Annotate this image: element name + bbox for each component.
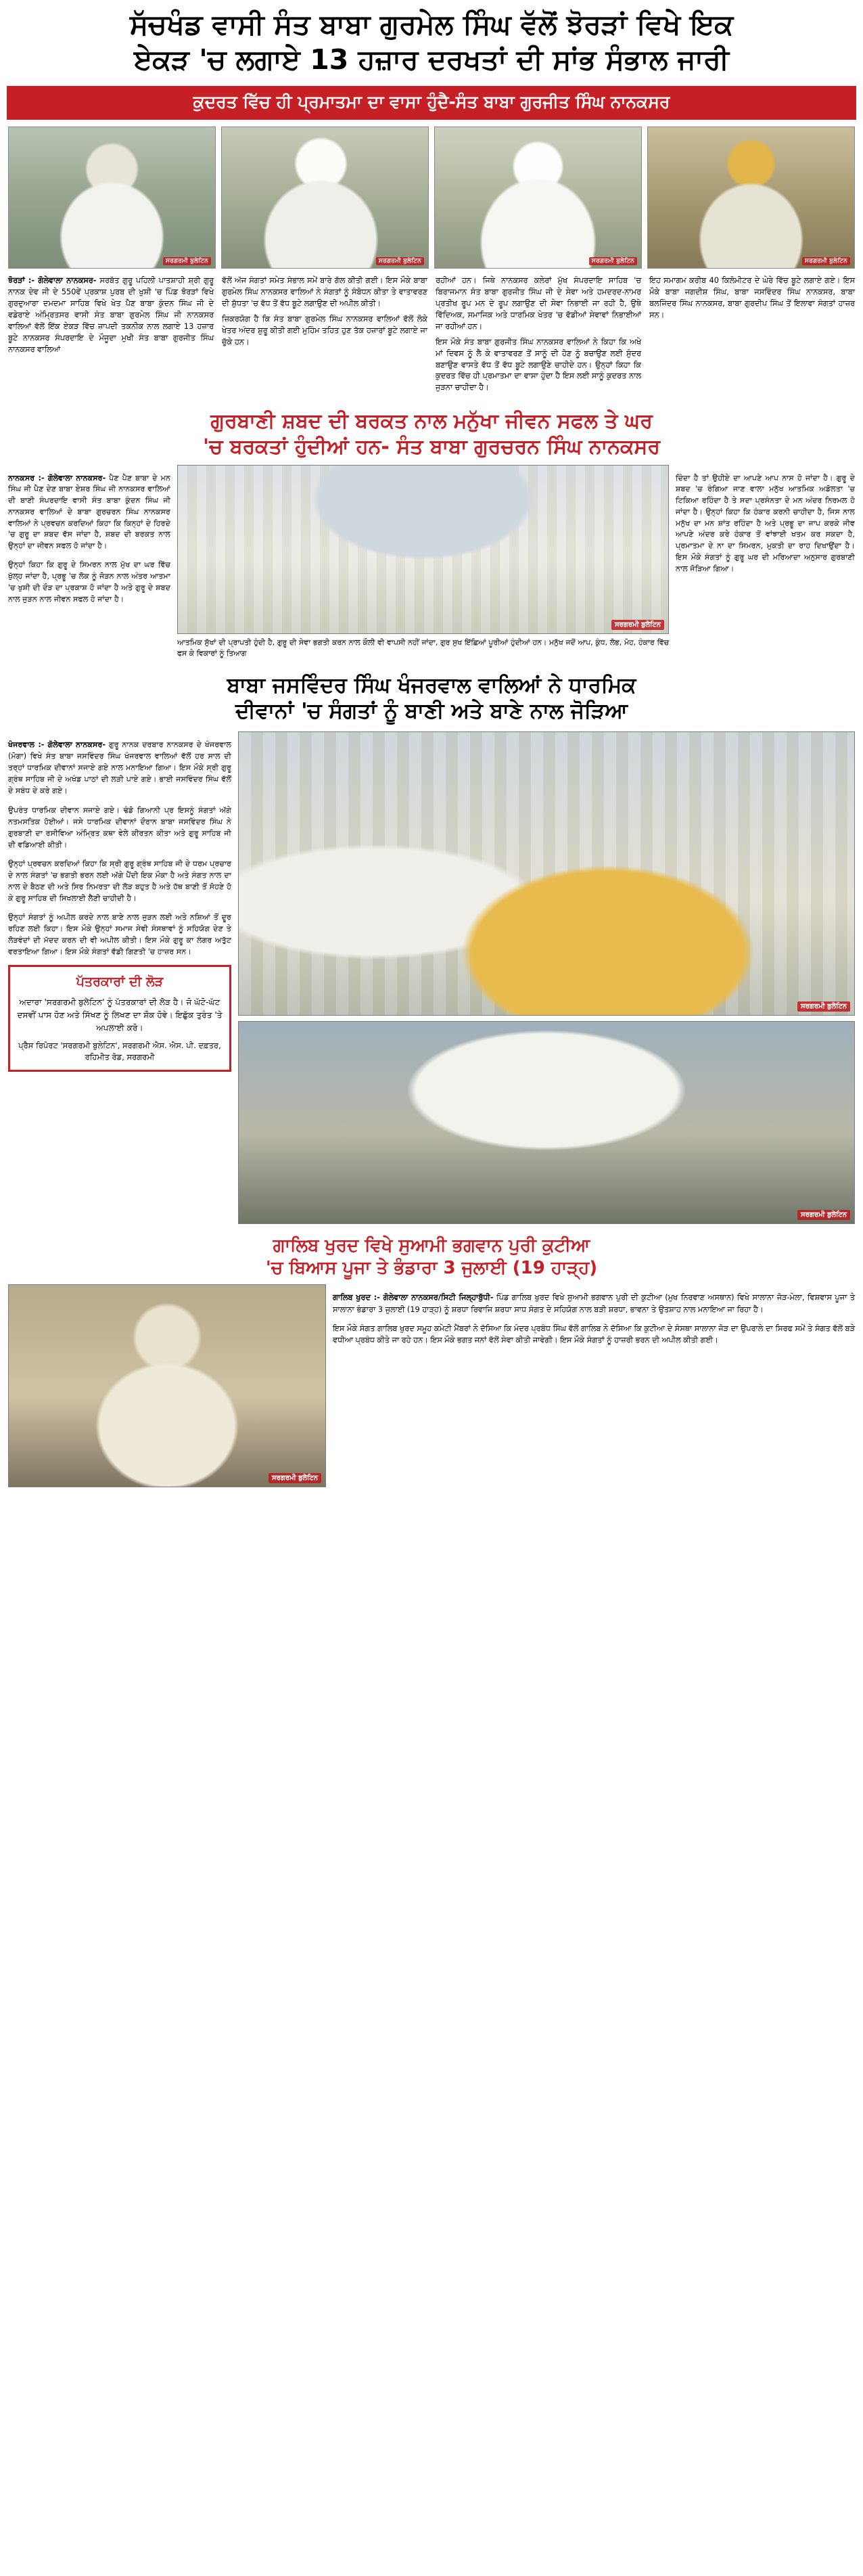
section3-text-column [8,731,231,1072]
watermark-stamp: ਸਰਗਰਮੀ ਬੁਲੇਟਿਨ [611,620,664,630]
photo-sangat-diwan [177,465,669,634]
section2-figure-wrap [177,465,669,658]
section3-figures [238,731,855,1224]
watermark-stamp: ਸਰਗਰਮੀ ਬੁਲੇਟਿਨ [163,257,211,265]
story-para: ਵੱਲੋਂ ਅੱਜ ਸੰਗਤਾਂ ਸਮੇਤ ਸੰਭਾਲ ਸਮੇਂ ਬਾਰੇ ਗੱਲ ਕੀਤੀ ਗਈ। ਇਸ ਮੌਕੇ ਬਾਬਾ ਗੁਰਮੇਲ ਸਿੰਘ ਨਾਨਕਸਰ ਵਾਲਿਆਂ ਨੇ ਸੰਗਤਾਂ ਨੂੰ ਸੰਬੋਧਨ ਕੀਤਾ ਤੇ ਵਾਤਾਵਰਣ ਦੀ ਸ਼ੁੱਧਤਾ 'ਚ ਵੱਧ ਤੋਂ ਵੱਧ ਬੂਟੇ ਲਗਾਉਣ ਦੀ ਅਪੀਲ ਕੀਤੀ। [222,275,427,308]
watermark-stamp: ਸਰਗਰਮੀ ਬੁਲੇਟਿਨ [269,1473,321,1483]
notice-body: ਅਦਾਰਾ 'ਸਰਗਰਮੀ ਬੁਲੇਟਿਨ' ਨੂੰ ਪੱਤਰਕਾਰਾਂ ਦੀ ਲੋੜ ਹੈ। ਜੋ ਘੱਟੋ-ਘੱਟ ਦਸਵੀਂ ਪਾਸ ਹੋਣ ਅਤੇ ਸਿੱਖਣ ਨੂੰ ਲਿਖਣ ਦਾ ਸ਼ੌਕ ਹੋਵੇ। ਇਛੁੱਕ ਤੁਰੰਤ 'ਤੇ ਅਪਲਾਈ ਕਰੋ। [17,997,223,1033]
section2-right-column [676,465,855,583]
lead-story-body [0,269,863,401]
story-para: ਦਿੰਦਾ ਹੈ ਤਾਂ ਉਹੀਏ ਦਾ ਆਪਣੇ ਆਪ ਨਾਸ ਹੋ ਜਾਂਦਾ ਹੈ। ਗੁਰੂ ਦੇ ਸ਼ਬਦ 'ਚ ਰੰਗਿਆ ਜਾਣ ਵਾਲਾ ਮਨੁੱਖ ਆਤਮਿਕ ਅਡੋਲਤਾ 'ਚ ਟਿਕਿਆ ਰਹਿੰਦਾ ਹੈ ਤੇ ਸਦਾ ਪ੍ਰਸੰਨਤਾ ਦੇ ਮਨ ਅੰਦਰ ਨਿਰਮਲ ਹੋ ਜਾਂਦਾ ਹੈ। ਉਨ੍ਹਾਂ ਕਿਹਾ ਕਿ ਹੰਕਾਰ ਕਰਨੀ ਚਾਹੀਦਾ ਹੈ, ਜਿਸ ਨਾਲ ਮਨੁੱਖ ਦਾ ਮਨ ਸ਼ਾਂਤ ਰਹਿੰਦਾ ਹੈ ਅਤੇ ਪ੍ਰਭੂ ਦਾ ਜਾਪ ਕਰਕੇ ਜੀਵ ਆਪਣੇ ਅੰਦਰ ਕਰੇ ਹੰਕਾਰ ਤੋਂ ਵਾਂਝਾਈ ਖਤਮ ਕਰ ਸਕਦਾ ਹੈ, ਪ੍ਰਮਾਤਮਾ ਦੇ ਨਾ ਦਾ ਸਿਮਰਨ, ਮੁਕਤੀ ਦਾ ਰਾਹ ਦਿਖਾਉਂਦਾ ਹੈ। ਇਸ ਮੌਕੇ ਸੰਗਤਾਂ ਨੂੰ ਗੁਰੂ ਘਰ ਦੀ ਮਰਿਆਦਾ ਅਨੁਸਾਰ ਗੁਰਬਾਣੀ ਨਾਲ ਜੋੜਿਆ ਗਿਆ। [676,473,855,573]
story-column-3 [436,275,641,398]
journalists-wanted-notice [8,965,231,1072]
bottom-headline-line-2: 'ਚ ਬਿਆਸ ਪੂਜਾ ਤੇ ਭੰਡਾਰਾ 3 ਜੁਲਾਈ (19 ਹਾੜ੍ਹ) [265,1257,598,1278]
bottom-headline-line-1: ਗਾਲਿਬ ਖੁਰਦ ਵਿਖੇ ਸੁਆਮੀ ਭਗਵਾਨ ਪੁਰੀ ਕੁਟੀਆ [273,1236,590,1257]
photo-kutiya [8,1284,326,1487]
photo-religious-diwan [238,731,855,1016]
story-para: ਪੈਣ ਪੈਣ ਬਾਬਾ ਦੇ ਮਨ ਸਿੰਘ ਜੀ ਪੈਣ ਦੇਣ ਬਾਬਾ ਏਸ਼ਰ ਸਿੰਘ ਜੀ ਨਾਨਕਸਰ ਵਾਲਿਆਂ ਦੀ ਬਾਣੀ ਸੰਪਰਦਾਇ ਵਾਸੀ ਸੰਤ ਬਾਬਾ ਕੁੰਦਨ ਸਿੰਘ ਜੀ ਨਾਨਕਸਰ ਵਾਲਿਆਂ ਦੇ ਬਾਬਾ ਗੁਰਚਰਨ ਸਿੰਘ ਨਾਨਕਸਰ ਵਾਲਿਆਂ ਨੇ ਪ੍ਰਵਚਨ ਕਰਦਿਆਂ ਕਿਹਾ ਕਿ ਕਿਨ੍ਹਾਂ ਦੇ ਹਿਰਦੇ 'ਚ ਗੁਰੂ ਦਾ ਸ਼ਬਦ ਵੱਸ ਜਾਂਦਾ ਹੈ, ਸ਼ਬਦ ਦੀ ਬਰਕਤ ਨਾਲ ਉਨ੍ਹਾਂ ਦਾ ਜੀਵਨ ਸਫਲ ਹੋ ਜਾਂਦਾ ਹੈ। [8,473,170,551]
photo-portrait-2 [221,127,429,269]
headline-line-1: ਸੱਚਖੰਡ ਵਾਸੀ ਸੰਤ ਬਾਬਾ ਗੁਰਮੇਲ ਸਿੰਘ ਵੱਲੋਂ ਝੋਰੜਾਂ ਵਿਖੇ ਇਕ [129,8,734,41]
photo-portrait-3 [434,127,642,269]
page-title [0,0,863,82]
watermark-stamp: ਸਰਗਰਮੀ ਬੁਲੇਟਿਨ [797,1001,850,1012]
section2-body [0,465,863,664]
story-para: ਗੁਰੂ ਨਾਨਕ ਦਰਬਾਰ ਨਾਨਕਸਰ ਦੇ ਖੰਜਰਵਾਲ (ਮੋਗਾ) ਵਿਖੇ ਸੰਤ ਬਾਬਾ ਜਸਵਿੰਦਰ ਸਿੰਘ ਖੰਜਰਵਾਲ ਵਾਲਿਆਂ ਵੱਲੋਂ ਹਰ ਸਾਲ ਦੀ ਤਰ੍ਹਾਂ ਧਾਰਮਿਕ ਦੀਵਾਨਾਂ ਸਜਾਏ ਗਏ ਨਾਲ ਮਨਾਇਆ ਗਿਆ। ਇਸ ਮੌਕੇ ਸ੍ਰੀ ਗੁਰੂ ਗ੍ਰੰਥ ਸਾਹਿਬ ਜੀ ਦੇ ਅਖੰਡ ਪਾਠਾਂ ਦੀ ਲੜੀ ਪਾਏ ਗਏ। ਭਾਈ ਜਸਵਿੰਦਰ ਸਿੰਘ ਵੱਲੋਂ ਦੇ ਸਬੰਧ ਦੇ ਕਰੇ ਗਏ। [8,740,232,796]
section3-headline-line-1: ਬਾਬਾ ਜਸਵਿੰਦਰ ਸਿੰਘ ਖੰਜਰਵਾਲ ਵਾਲਿਆਂ ਨੇ ਧਾਰਮਿਕ [227,673,636,698]
section2-headline-line-1: ਗੁਰਬਾਣੀ ਸ਼ਬਦ ਦੀ ਬਰਕਤ ਨਾਲ ਮਨੁੱਖਾ ਜੀਵਨ ਸਫਲ ਤੇ ਘਰ [210,409,653,434]
section3-headline [0,664,863,732]
photo-stage-kirtan [238,1021,855,1224]
bottom-body [0,1284,863,1497]
headline-line-2: ਏਕੜ 'ਚ ਲਗਾਏ 13 ਹਜ਼ਾਰ ਦਰਖਤਾਂ ਦੀ ਸਾਂਭ ਸੰਭਾਲ ਜਾਰੀ [133,43,730,76]
dateline: ਗਾਲਿਬ ਖੁਰਦ :- ਗੋਲੇਵਾਲਾ ਨਾਨਕਸਰ/ਸਿਟੀ ਜਿਲ੍ਹਾਬੁੱਧੀ- [333,1293,494,1303]
notice-title: ਪੱਤਰਕਾਰਾਂ ਦੀ ਲੋੜ [76,974,164,990]
story-para: ਇਹ ਸਮਾਗਮ ਕਰੀਬ 40 ਕਿਲੋਮੀਟਰ ਦੇ ਘੇਰੇ ਵਿੱਚ ਬੂਟੇ ਲਗਾਏ ਗਏ। ਇਸ ਮੌਕੇ ਬਾਬਾ ਜਗਦੀਸ਼ ਸਿੰਘ, ਬਾਬਾ ਜਸਵਿੰਦਰ ਸਿੰਘ ਨਾਨਕਸਰ, ਬਾਬਾ ਬਲਜਿੰਦਰ ਸਿੰਘ ਨਾਨਕਸਰ, ਬਾਬਾ ਗੁਰਦੀਪ ਸਿੰਘ ਤੋਂ ਇਲਾਵਾ ਸੰਗਤਾਂ ਹਾਜ਼ਰ ਸਨ। [649,275,855,319]
story-para: ਇਸ ਮੌਕੇ ਸੰਗਤ ਗਾਲਿਬ ਖੁਰਦ ਸਮੂਹ ਕਮੇਟੀ ਮੈਂਬਰਾਂ ਨੇ ਦੱਸਿਆ ਕਿ ਮੰਦਰ ਪ੍ਰਬੰਧ ਸਿੰਘ ਵੱਲੋਂ ਗਾਲਿਬ ਨੇ ਦੱਸਿਆ ਕਿ ਕੁਟੀਆ ਦੇ ਸੰਸਥਾ ਸਾਲਾਨਾ ਜੋੜ ਦਾ ਉਪਰਾਲੇ ਦਾ ਸਿਰਫ ਸਮੇਂ ਤੇ ਸੰਗਤ ਵੱਲੋਂ ਬੜੇ ਵਧੀਆ ਪ੍ਰਬੰਧ ਕੀਤੇ ਜਾ ਰਹੇ ਹਨ। ਇਸ ਮੌਕੇ ਭਗਤ ਜਨਾਂ ਵੱਲੋਂ ਸੇਵਾ ਕੀਤੀ ਜਾਵੇਗੀ। ਇਸ ਮੌਕੇ ਸੰਗਤਾਂ ਨੂੰ ਹਾਜ਼ਰੀ ਭਰਨ ਦੀ ਅਪੀਲ ਕੀਤੀ ਗਈ। [333,1324,855,1345]
figure-caption: ਆਤਮਿਕ ਸੁੱਖਾਂ ਦੀ ਪ੍ਰਾਪਤੀ ਹੁੰਦੀ ਹੈ, ਗੁਰੂ ਦੀ ਸੇਵਾ ਭਗਤੀ ਕਰਨ ਨਾਲ ਕੌਲੀ ਵੀ ਵਾਪਸੀ ਨਹੀਂ ਜਾਂਦਾ, ਗੁਰ ਸੁਖ ਇੱਛਿਆਂ ਪੂਰੀਆਂ ਹੁੰਦੀਆਂ ਹਨ। ਮਨੁੱਖ ਜਦੋਂ ਆਪ, ਕੁੰਧ, ਲੋਭ, ਮੋਹ, ਹੰਕਾਰ ਵਿੱਚ ਫਸ ਕੇ ਵਿਕਾਰਾਂ ਨੂੰ ਤਿਆਗ [177,638,669,658]
section2-left-column [8,465,170,612]
notice-signature: ਪ੍ਰੈਸ ਰਿਪੋਰਟ 'ਸਰਗਰਮੀ ਬੁਲੇਟਿਨ', ਸਰਗਰਮੀ ਐਸ. ਐਸ. ਪੀ. ਦਫ਼ਤਰ, ਰਹਿਮੀਤ ਰੋਡ, ਸਰਗਰਮੀ [18,1040,221,1062]
watermark-stamp: ਸਰਗਰਮੀ ਬੁਲੇਟਿਨ [797,1210,850,1220]
watermark-stamp: ਸਰਗਰਮੀ ਬੁਲੇਟਿਨ [589,257,637,265]
story-para: ਉਪਰੰਤ ਧਾਰਮਿਕ ਦੀਵਾਨ ਸਜਾਏ ਗਏ। ਢੰਡੋ ਗਿਆਨੀ ਪ੍ਰ ਇਸਨੂੰ ਸੰਗਤਾਂ ਅੱਗੇ ਨਤਮਸਤਿਕ ਹੋਈਆਂ। ਜਸੇ ਧਾਰਮਿਕ ਦੀਵਾਨਾਂ ਦੌਰਾਨ ਬਾਬਾ ਜਸਵਿੰਦਰ ਸਿੰਘ ਨੇ ਗੁਰਬਾਣੀ ਦਾ ਰਸੀਵਿਆ ਅੰਮ੍ਰਿਤ ਕਥਾ ਵੇਲੇ ਕੀਰਤਨ ਕੀਤਾ ਅਤੇ ਗੁਰੂ ਸਾਹਿਬ ਜੀ ਦੀ ਵਡਿਆਈ ਕੀਤੀ। [8,805,231,849]
story-para: ਰਹੀਆਂ ਹਨ। ਜਿਥੇ ਨਾਨਕਸਰ ਕਲੇਰਾਂ ਮੁੱਖ ਸੰਪਰਦਾਇ ਸਾਹਿਬ 'ਚ ਬਿਰਾਜਮਾਨ ਸੰਤ ਬਾਬਾ ਗੁਰਜੀਤ ਸਿੰਘ ਜੀ ਦੇ ਸੇਵਾ ਅਤੇ ਹਮਦਰਦ-ਨਾਮਰ ਪ੍ਰਤੀਖ ਰੂਪ ਮਨ ਦੇ ਰੂਪ ਲਗਾਉਣ ਦੀ ਸੇਵਾ ਨਿਭਾਈ ਜਾ ਰਹੀ ਹੈ, ਉਥੇ ਵਿੱਦਿਅਕ, ਸਮਾਜਿਕ ਅਤੇ ਧਾਰਮਿਕ ਖੇਤਰ 'ਚ ਵੱਡੀਆਂ ਸੇਵਾਵਾਂ ਨਿਭਾਈਆਂ ਜਾ ਰਹੀਆਂ ਹਨ। [436,275,641,331]
section3-headline-line-2: ਦੀਵਾਨਾਂ 'ਚ ਸੰਗਤਾਂ ਨੂੰ ਬਾਣੀ ਅਤੇ ਬਾਣੇ ਨਾਲ ਜੋੜਿਆ [235,699,628,724]
dateline: ਝੋਰੜਾਂ :- ਗੋਲੇਵਾਲਾ ਨਾਨਕਸਰ- [8,275,97,285]
photo-portrait-4 [647,127,855,269]
portrait-photo-row [0,127,863,269]
section3-body [0,731,863,1231]
bottom-text-column [333,1284,855,1354]
story-para: ਸਰਬੱਤ ਗੁਰੂ ਪਹਿਲੀ ਪਾਤਸ਼ਾਹੀ ਸ਼੍ਰੀ ਗੁਰੂ ਨਾਨਕ ਦੇਵ ਜੀ ਦੇ 550ਵੇਂ ਪ੍ਰਕਾਸ਼ ਪੁਰਬ ਦੀ ਖੁਸ਼ੀ 'ਚ ਪਿੰਡ ਝੋਰੜਾਂ ਵਿਖੇ ਗੁਰਦੁਆਰਾ ਦਮਦਮਾ ਸਾਹਿਬ ਵਿਖੇ ਖੇਤ ਪੈਣ ਬਾਬਾ ਕੁੰਦਨ ਸਿੰਘ ਜੀ ਦੇ ਵਡੇਰਾਏ ਅੰਮ੍ਰਿਤਸਰ ਵਾਸੀ ਸੰਤ ਬਾਬਾ ਗੁਰਮੇਲ ਸਿੰਘ ਜੀ ਨਾਨਕਸਰ ਵਾਲਿਆਂ ਵੱਲੋਂ ਇੱਕ ਏਕੜ ਵਿੱਚ ਜ਼ਾਪਦੀ ਤਕਨੀਕ ਨਾਲ ਲਗਾਏ 13 ਹਜ਼ਾਰ ਬੂਟੇ ਨਾਨਕਸਰ ਸੰਪਰਦਾਇ ਦੇ ਮੌਜੂਦਾ ਮੁਖੀ ਸੰਤ ਬਾਬਾ ਗੁਰਜੀਤ ਸਿੰਘ ਨਾਨਕਸਰ ਵਾਲਿਆਂ [8,275,214,354]
watermark-stamp: ਸਰਗਰਮੀ ਬੁਲੇਟਿਨ [802,257,850,265]
story-para: ਉਨ੍ਹਾਂ ਸੰਗਤਾਂ ਨੂੰ ਅਪੀਲ ਕਰਦੇ ਨਾਲ ਬਾਣੇ ਨਾਲ ਜੁੜਨ ਲਈ ਅਤੇ ਨਸ਼ਿਆਂ ਤੋਂ ਦੂਰ ਰਹਿਣ ਲਈ ਕਿਹਾ। ਇਸ ਮੌਕੇ ਉਨ੍ਹਾਂ ਸਮਾਜ ਸੇਵੀ ਸੰਸਥਾਵਾਂ ਨੂੰ ਸਹਿਯੋਗ ਦੇਣ ਤੇ ਲੋੜਵੰਦਾਂ ਦੀ ਮੱਦਦ ਕਰਨ ਦੀ ਵੀ ਅਪੀਲ ਕੀਤੀ। ਇਸ ਮੌਕੇ ਗੁਰੂ ਕਾ ਲੰਗਰ ਅਤੁੱਟ ਵਰਤਾਇਆ ਗਿਆ। ਇਸ ਮੌਕੇ ਸੰਗਤਾਂ ਵੱਡੀ ਗਿਣਤੀ 'ਚ ਹਾਜ਼ਰ ਸਨ। [8,913,231,957]
story-para: ਪਿੰਡ ਗਾਲਿਬ ਖੁਰਦ ਵਿਖੇ ਸੁਆਮੀ ਭਗਵਾਨ ਪੁਰੀ ਦੀ ਕੁਟੀਆ (ਮੁਖ ਨਿਰਵਾਣ ਅਸਥਾਨ) ਵਿਖੇ ਸਾਲਾਨਾ ਜੋੜ-ਮੇਲਾ, ਵਿਸ਼ਵਾਸ ਪੂਜਾ ਤੇ ਸਾਲਾਨਾ ਭੰਡਾਰਾ 3 ਜੁਲਾਈ (19 ਹਾੜ੍ਹ) ਨੂੰ ਸ਼ਰਧਾ ਰਿਵਾਜਿ ਸ਼ਰਧਾ ਸਾਧ ਸੰਗਤ ਦੇ ਸਹਿਯੋਗ ਨਾਲ ਬੜੀ ਸ਼ਰਧਾ, ਭਾਵਨਾ ਤੇ ਉਤਸ਼ਾਹ ਨਾਲ ਮਨਾਇਆ ਜਾ ਰਿਹਾ ਹੈ। [333,1293,855,1314]
dateline: ਨਾਨਕਸਰ :- ਗੋਲੇਵਾਲਾ ਨਾਨਕਸਰ- [8,473,106,482]
subheadline-bar: ਕੁਦਰਤ ਵਿੱਚ ਹੀ ਪ੍ਰਮਾਤਮਾ ਦਾ ਵਾਸਾ ਹੁੰਦੈ-ਸੰਤ ਬਾਬਾ ਗੁਰਜੀਤ ਸਿੰਘ ਨਾਨਕਸਰ [7,86,856,120]
section2-headline [0,401,863,465]
dateline: ਖੰਜਰਵਾਲ :- ਗੋਲੇਵਾਲਾ ਨਾਨਕਸਰ- [8,740,106,750]
story-column-2 [222,275,427,398]
story-column-1 [8,275,214,398]
story-para: ਇਸ ਮੌਕੇ ਸੰਤ ਬਾਬਾ ਗੁਰਜੀਤ ਸਿੰਘ ਨਾਨਕਸਰ ਵਾਲਿਆਂ ਨੇ ਕਿਹਾ ਕਿ ਅਖੇ ਮਾਂ ਦਿਵਸ ਨੂੰ ਲੈ ਕੇ ਵਾਤਾਵਰਣ ਤੋਂ ਸਾਨੂੰ ਦੀ ਹੋਣ ਨੂੰ ਬਚਾਉਣ ਲਈ ਸੁੰਦਰ ਬਣਾਉਣ ਵਾਸਤੇ ਵੱਧ ਤੋਂ ਵੱਧ ਬੂਟੇ ਲਗਾਉਣੇ ਚਾਹੀਦੇ ਹਨ। ਉਨ੍ਹਾਂ ਕਿਹਾ ਕਿ ਕੁਦਰਤ ਵਿੱਚ ਹੀ ਪ੍ਰਮਾਤਮਾ ਦਾ ਵਾਸਾ ਹੁੰਦਾ ਹੈ ਇਸ ਲਈ ਸਾਨੂੰ ਕੁਦਰਤ ਨਾਲ ਜੁੜਨਾ ਚਾਹੀਦਾ ਹੈ। [436,337,641,392]
section2-headline-line-2: 'ਚ ਬਰਕਤਾਂ ਹੁੰਦੀਆਂ ਹਨ- ਸੰਤ ਬਾਬਾ ਗੁਰਚਰਨ ਸਿੰਘ ਨਾਨਕਸਰ [203,434,660,459]
watermark-stamp: ਸਰਗਰਮੀ ਬੁਲੇਟਿਨ [376,257,424,265]
story-para: ਜ਼ਿਕਰਯੋਗ ਹੈ ਕਿ ਸੰਤ ਬਾਬਾ ਗੁਰਮੇਲ ਸਿੰਘ ਨਾਨਕਸਰ ਵਾਲਿਆਂ ਵੱਲੋਂ ਲੋਕੇ ਖੇਤਰ ਅੰਦਰ ਸ਼ੁਰੂ ਕੀਤੀ ਗਈ ਮੁਹਿੰਮ ਤਹਿਤ ਹੁਣ ਤੱਕ ਹਜ਼ਾਰਾਂ ਬੂਟੇ ਲਗਾਏ ਜਾ ਚੁੱਕੇ ਹਨ। [222,314,427,346]
bottom-headline [0,1231,863,1284]
story-para: ਉਨ੍ਹਾਂ ਪ੍ਰਵਚਨ ਕਰਦਿਆਂ ਕਿਹਾ ਕਿ ਸ੍ਰੀ ਗੁਰੂ ਗ੍ਰੰਥ ਸਾਹਿਬ ਜੀ ਦੇ ਧਰਮ ਪ੍ਰਚਾਰ ਦੇ ਨਾਲ ਸੰਗਤਾਂ 'ਚ ਭਗਤੀ ਭਰਨ ਲਈ ਅੱਗੇ ਪੈਂਦੀ ਇਕ ਮੌਕਾ ਹੈ ਅਤੇ ਸੰਗਤ ਨਾਲ ਦਾ ਨਾਲ ਦੇ ਬੈਠਣ ਦੀ ਅਤੇ ਸਿਰ ਨਿਮਰਤਾ ਦੀ ਲੋੜ ਬਹੁਤ ਹੈ ਅਤੇ ਹੱਥ ਬਾਣੀ ਤੋਂ ਸੋਹਣੇ ਹੋ ਕੇ ਗੁਰੂ ਸਾਹਿਬ ਦੀ ਸਿਖਲਾਈ ਲੈਣੀ ਚਾਹੀਦੀ ਹੈ। [8,859,231,903]
story-para: ਉਨ੍ਹਾਂ ਕਿਹਾ ਕਿ ਗੁਰੂ ਦੇ ਸਿਮਰਨ ਨਾਲ ਮੁੱਖ ਦਾ ਘਰ ਵਿੱਚ ਖੁੱਲ੍ਹ ਜਾਂਦਾ ਹੈ, ਪ੍ਰਭੂ 'ਚ ਲੋਕ ਨੂੰ ਜੋੜਨ ਨਾਲ ਅੰਤਰ ਆਤਮਾ 'ਚ ਖੁਸ਼ੀ ਦੀ ਦੌੜ ਦਾ ਪ੍ਰਕਾਸ਼ ਹੋ ਜਾਂਦਾ ਹੈ ਅਤੇ ਗੁਰੂ ਦੇ ਸ਼ਬਦ ਨਾਲ ਜੁੜਨ ਨਾਲ ਜੀਵਨ ਸਫਲ ਹੋ ਜਾਂਦਾ ਹੈ। [8,560,170,604]
bottom-figure-wrap [8,1284,326,1487]
photo-portrait-1 [8,127,216,269]
story-column-4 [649,275,855,398]
